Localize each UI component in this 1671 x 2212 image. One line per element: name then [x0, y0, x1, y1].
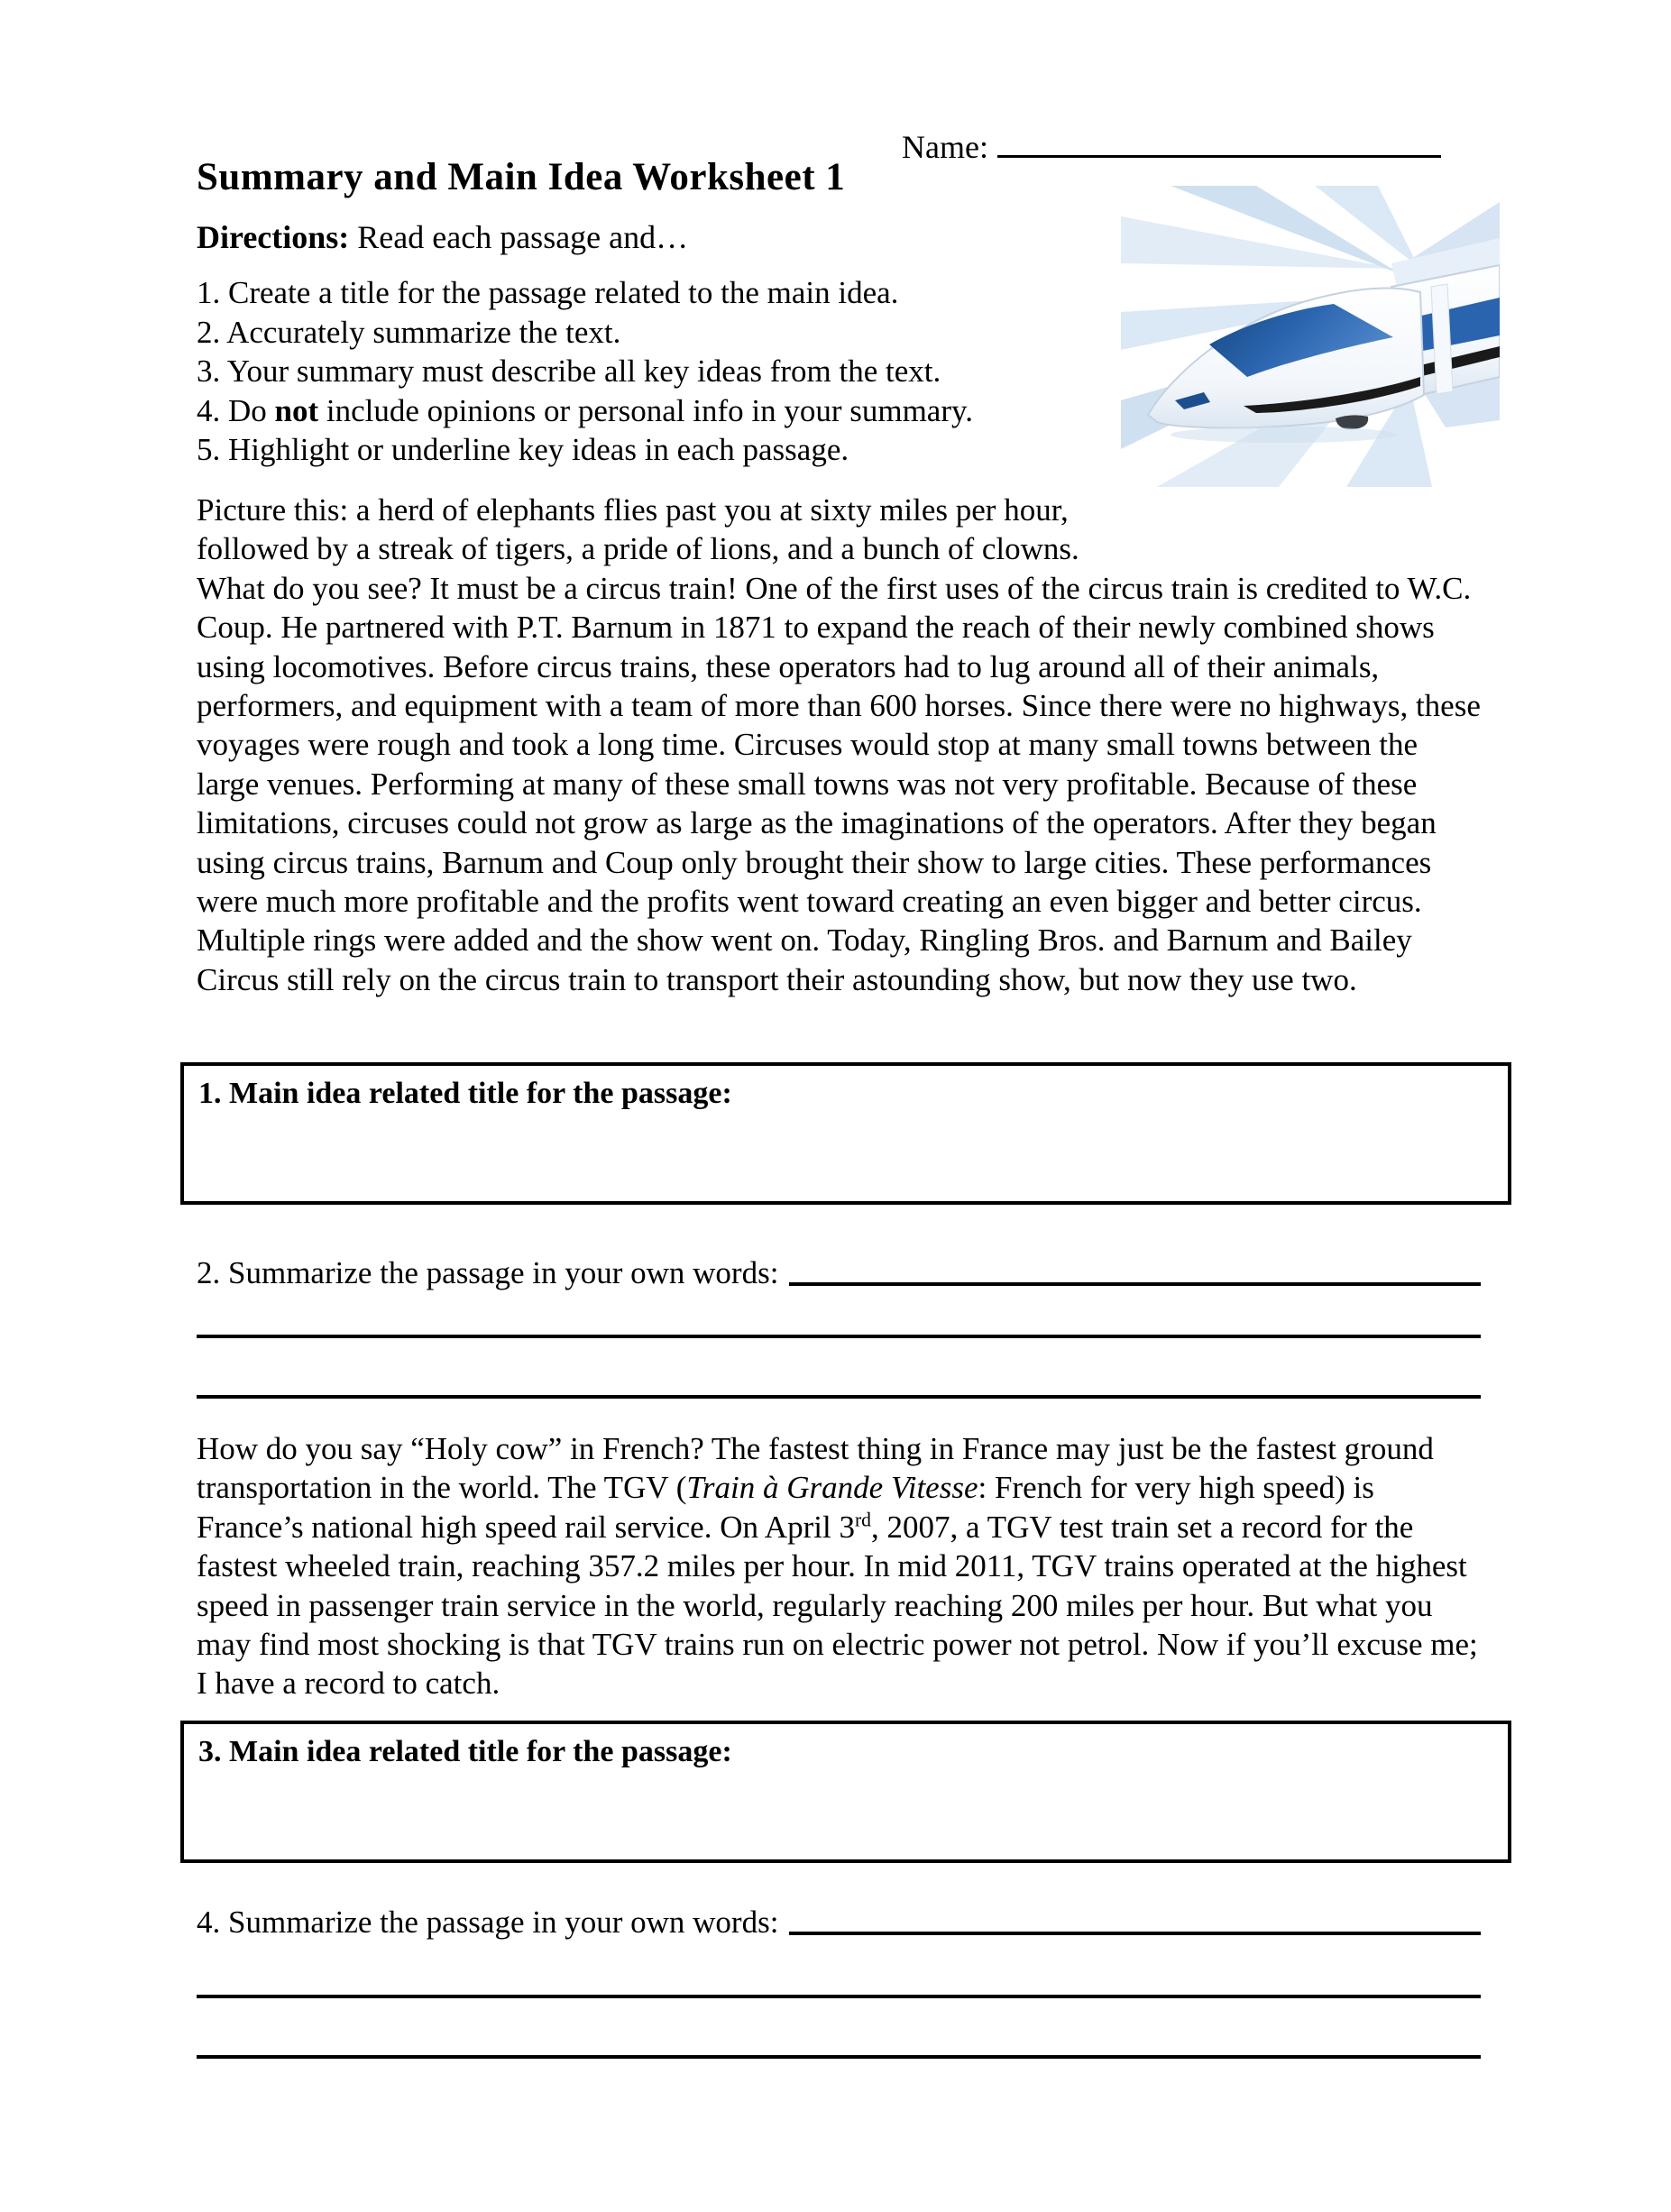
- summarize-2-label: 2. Summarize the passage in your own words:: [197, 1255, 779, 1290]
- train-illustration-svg: [1121, 186, 1500, 487]
- summarize-2-row: [197, 1255, 1481, 1291]
- name-row: [902, 124, 1441, 166]
- passage-1-text: Picture this: a herd of elephants flies past you at sixty miles per hour, followed by a streak of tigers, a pride of lions, and a bunch of clowns. What do you see? It must be a circus train! One of the first uses of the circus train is credited to W.C. Coup. He partnered with P.T. Barnum in 1871 to expand the reach of their newly combined shows using locomotives. Before circus trains, these operators had to lug around all of their animals, performers, and equipment with a team of more than 600 horses. Since there were no highways, these voyages were rough and took a long time. Circuses would stop at many small towns between the large venues. Performing at many of these small towns was not very profitable. Because of these limitations, circuses could not grow as large as the imaginations of the operators. After they began using circus trains, Barnum and Coup only brought their show to large cities. These performances were much more profitable and the profits went toward creating an even bigger and better circus. Multiple rings were added and the show went on. Today, Ringling Bros. and Barnum and Bailey Circus still rely on the circus train to transport their astounding show, but now they use two.: [197, 492, 1481, 997]
- writing-line[interactable]: [197, 1995, 1481, 1998]
- directions: [197, 218, 688, 256]
- summarize-2-blank-line[interactable]: [789, 1281, 1481, 1286]
- summarize-4-blank-line[interactable]: [789, 1931, 1481, 1935]
- instruction-item: 2. Accurately summarize the text.: [197, 314, 621, 350]
- page-title: Summary and Main Idea Worksheet 1: [197, 156, 846, 198]
- writing-line[interactable]: [197, 1335, 1481, 1338]
- name-blank-line[interactable]: [997, 124, 1441, 158]
- summarize-4-label: 4. Summarize the passage in your own words:: [197, 1905, 779, 1940]
- summarize-4-row: [197, 1905, 1481, 1941]
- instruction-item: 4. Do not include opinions or personal info in your summary.: [197, 392, 973, 428]
- instruction-item: 5. Highlight or underline key ideas in each passage.: [197, 432, 849, 467]
- directions-label: Directions:: [197, 219, 350, 255]
- instruction-item: 3. Your summary must describe all key ideas from the text.: [197, 353, 941, 389]
- passage-2: How do you say “Holy cow” in French? The fastest thing in France may just be the fastest ground transportation in the world. The TGV (Train à Grande Vitesse: French for very high speed) is France’s national high speed rail service. On April 3rd, 2007, a TGV test train set a record for the fastest wheeled train, reaching 357.2 miles per hour. In mid 2011, TGV trains operated at the highest speed in passenger train service in the world, regularly reaching 200 miles per hour. But what you may find most shocking is that TGV trains run on electric power not petrol. Now if you’ll excuse me; I have a record to catch.: [197, 1431, 1478, 1702]
- writing-line[interactable]: [197, 2055, 1481, 2059]
- answer-box-1[interactable]: [180, 1062, 1511, 1205]
- name-label: Name:: [902, 129, 988, 165]
- train-image: [1121, 186, 1500, 487]
- answer-box-3[interactable]: [180, 1721, 1511, 1863]
- directions-text: Read each passage and…: [349, 219, 689, 255]
- answer-box-1-label: 1. Main idea related title for the passage:: [198, 1077, 732, 1110]
- image-wrap-spacer: [1105, 491, 1481, 530]
- writing-line[interactable]: [197, 1395, 1481, 1399]
- instruction-item: 1. Create a title for the passage related to the main idea.: [197, 275, 899, 310]
- answer-box-3-label: 3. Main idea related title for the passage:: [198, 1735, 732, 1768]
- passage-1: [197, 491, 1481, 999]
